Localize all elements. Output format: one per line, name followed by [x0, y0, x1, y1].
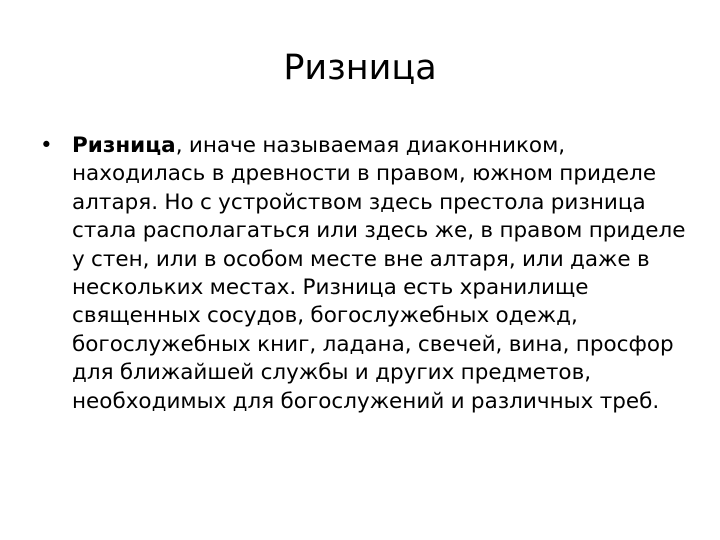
bullet-text: , иначе называемая диаконником, находилась в древности в правом, южном приделе алтаря. Но с устройством здесь престола ризница стала располагаться или здесь же, в правом приделе у стен, или в особом месте вне алтаря, или даже в нескольких местах. Ризница есть хранилище священных сосудов, богослужебных одежд, богослужебных книг, ладана, свечей, вина, просфор для ближайшей службы и других предметов, необходимых для богослужений и различных треб. [72, 133, 686, 414]
bold-term: Ризница [72, 133, 176, 158]
bullet-item [36, 132, 686, 416]
bullet-marker: • [40, 133, 53, 158]
bullet-list [36, 132, 686, 416]
slide-title: Ризница [283, 48, 437, 88]
